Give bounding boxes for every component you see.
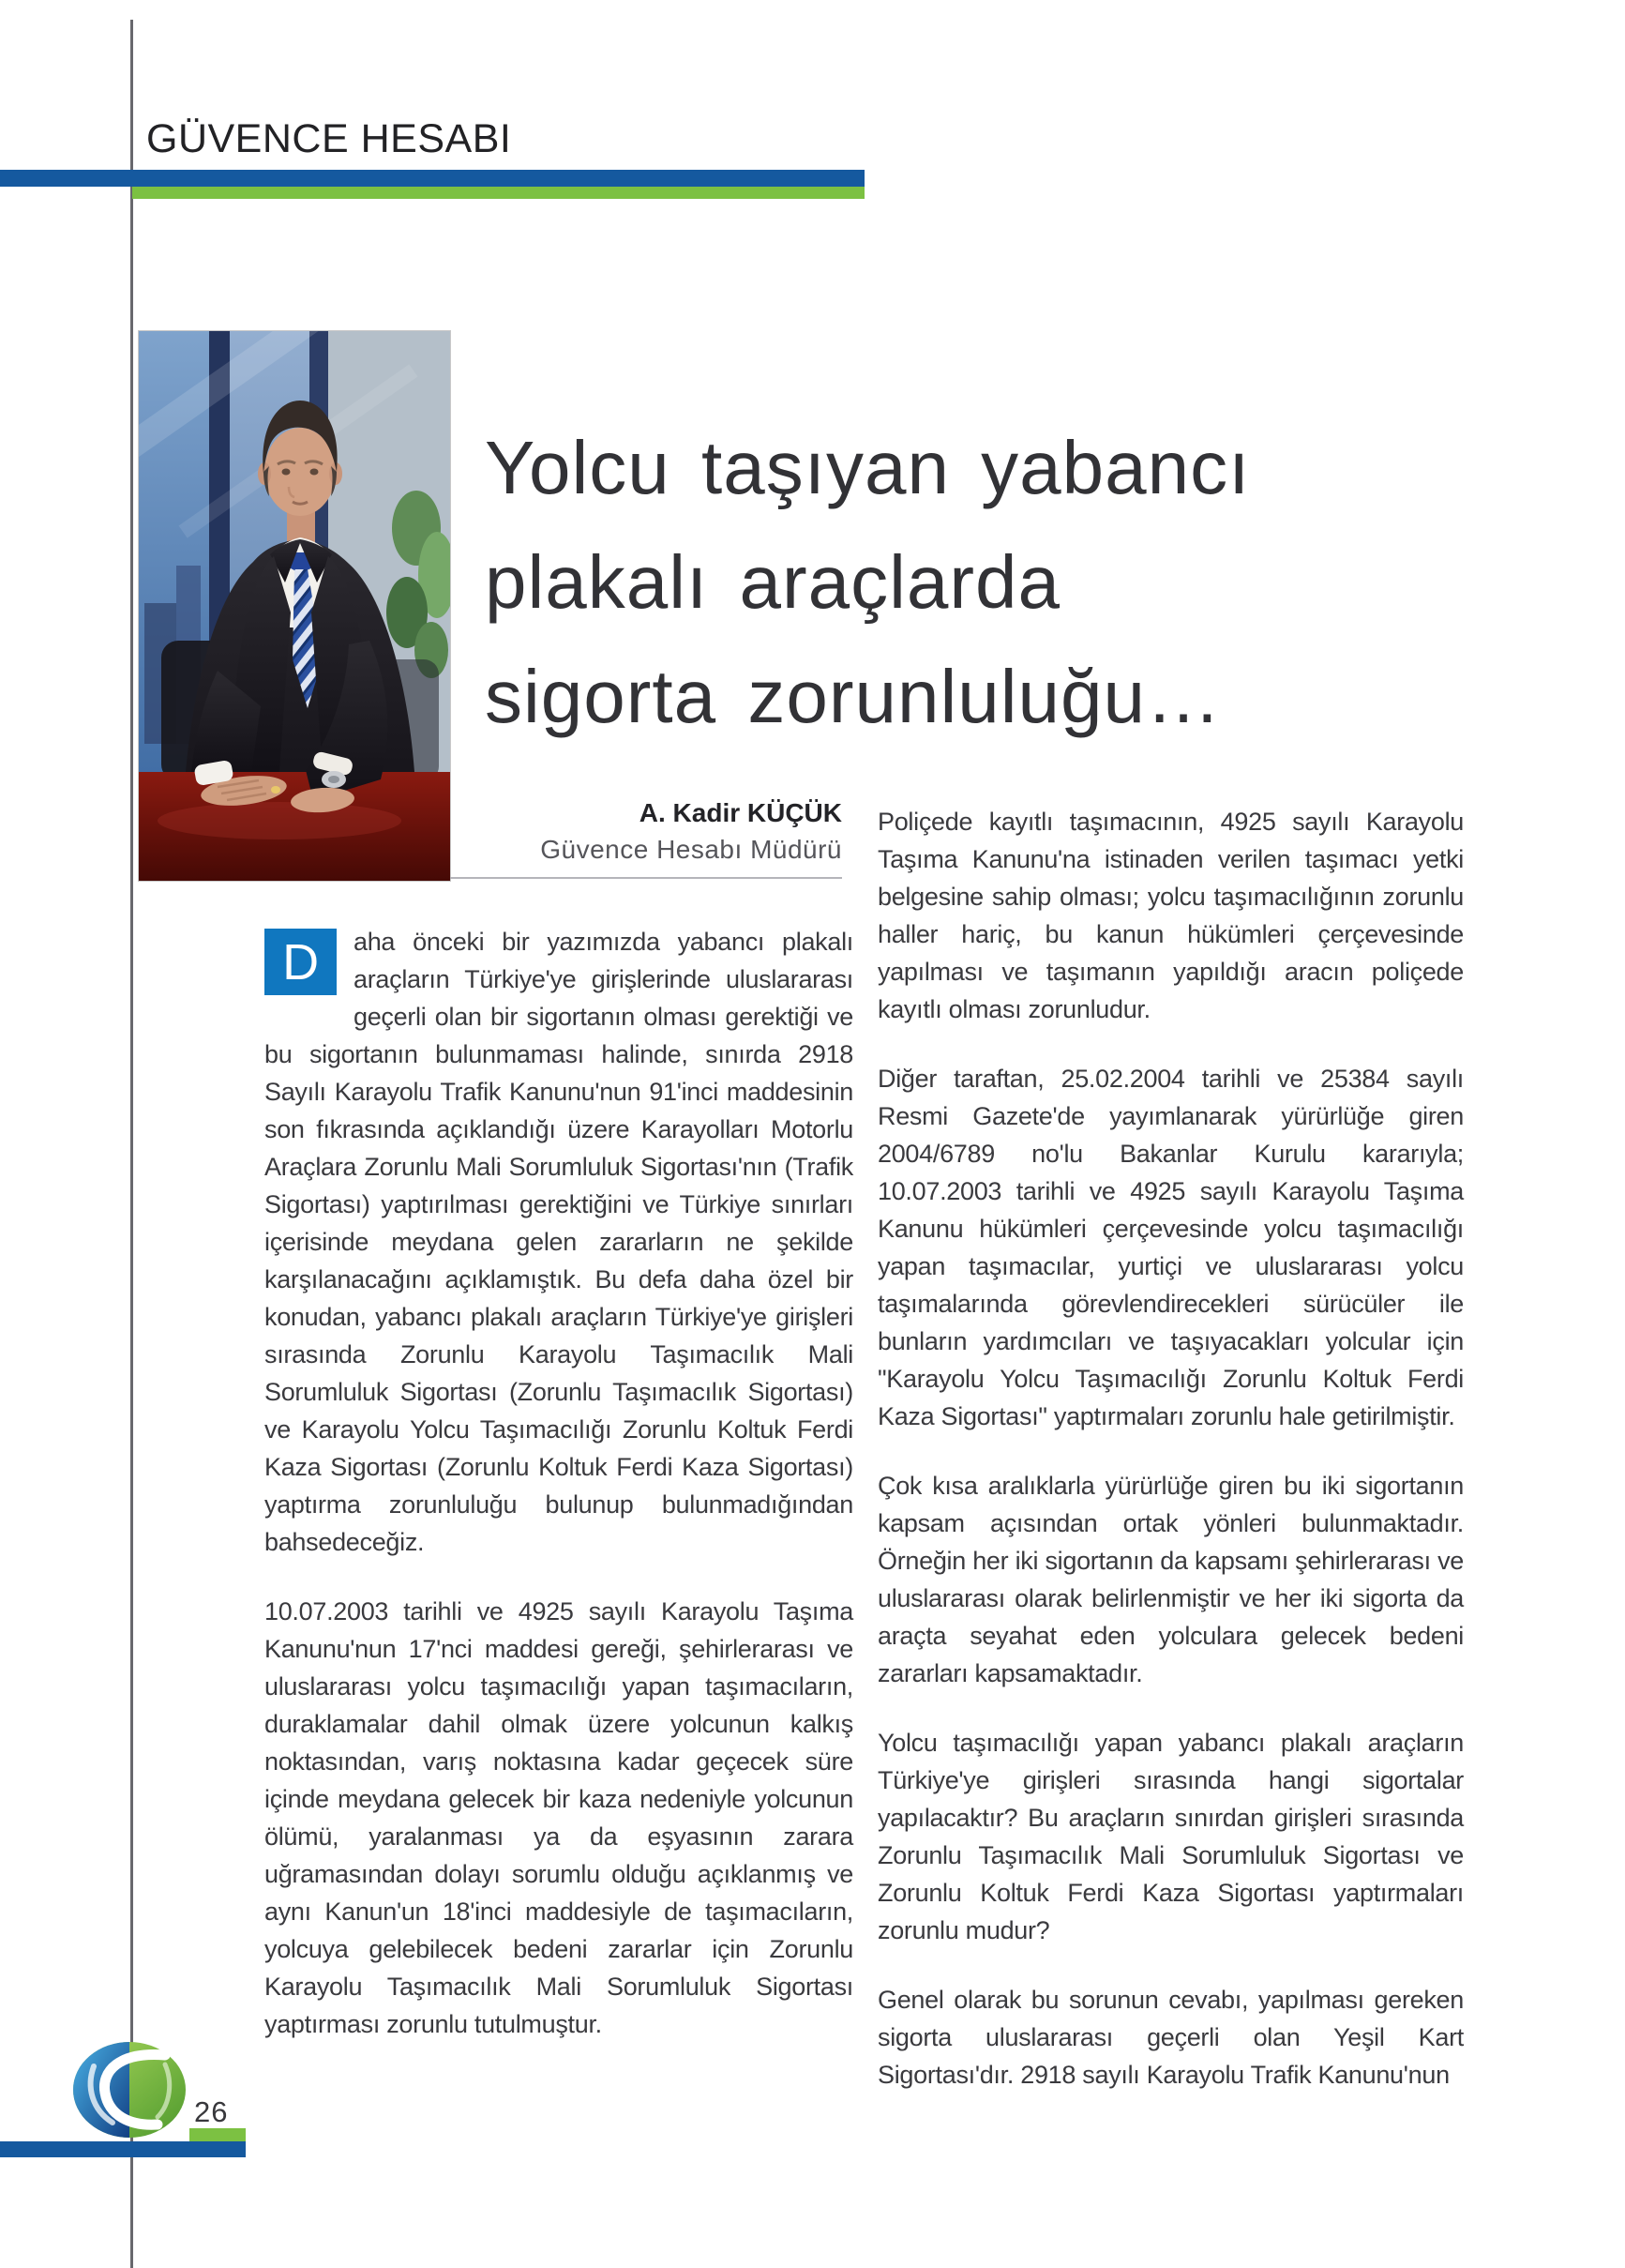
paragraph: Genel olarak bu sorunun cevabı, yapılması gereken sigorta uluslararası geçerli olan Yeşil Kart Sigortası'dır. 2918 sayılı Karayolu Trafik Kanunu'nun — [878, 1986, 1464, 2089]
footer-green-bar — [189, 2128, 246, 2141]
paragraph — [264, 923, 853, 1561]
article-title-line: sigorta zorunluluğu… — [485, 655, 1222, 738]
author-name: A. Kadir KÜÇÜK — [639, 798, 842, 827]
header-green-bar — [132, 187, 865, 199]
paragraph-text: aha önceki bir yazımızda yabancı plakalı araçların Türkiye'ye girişlerinde uluslararası geçerli olan bir sigortanın olması gerektiği ve bu sigortanın bulunmaması halinde, sınırda 2918 Sayılı Karayolu Trafik Kanunu'nun 91'inci maddesinin son fıkrasında açıklandığı üzere Karayolları Motorlu Araçlara Zorunlu Mali Sorumluluk Sigortası'nın (Trafik Sigortası) yaptırılması gerektiğini ve Türkiye sınırları içerisinde meydana gelen zararların ne şekilde karşılanacağını açıklamıştık. Bu defa daha özel bir konudan, yabancı plakalı araçların Türkiye'ye girişleri sırasında Zorunlu Karayolu Taşımacılık Mali Sorumluluk Sigortası (Zorunlu Taşımacılık Sigortası) ve Karayolu Yolcu Taşımacılığı Zorunlu Koltuk Ferdi Kaza Sigortası (Zorunlu Koltuk Ferdi Kaza Sigortası) yaptırma zorunluluğu bulunup bulunmadığından bahsedeceğiz. — [264, 928, 853, 1556]
page-number: 26 — [194, 2095, 229, 2128]
section-title: GÜVENCE HESABI — [146, 116, 512, 161]
author-photo — [138, 330, 451, 882]
paragraph: Poliçede kayıtlı taşımacının, 4925 sayılı Karayolu Taşıma Kanunu'na istinaden verilen taşımacı yetki belgesine sahip olması; yolcu taşımacılığının zorunlu haller hariç, bu kanun hükümleri çerçevesinde yapılması ve taşımanın yapıldığı aracın poliçede kayıtlı olması zorunludur. — [878, 808, 1464, 1023]
paragraph: Yolcu taşımacılığı yapan yabancı plakalı araçların Türkiye'ye girişleri sırasında hangi sigortalar yapılacaktır? Bu araçların sınırdan girişleri sırasında Zorunlu Taşımacılık Mali Sorumluluk Sigortası ve Zorunlu Koltuk Ferdi Kaza Sigortası yaptırmaları zorunlu mudur? — [878, 1729, 1464, 1944]
header-blue-bar — [0, 170, 865, 187]
article-right-column — [878, 803, 1464, 2125]
article-left-column — [264, 923, 853, 2075]
article-title-line: plakalı araçlarda — [485, 540, 1061, 624]
author-divider-rule — [450, 877, 842, 879]
drop-cap: D — [264, 929, 337, 995]
author-block — [450, 795, 842, 869]
guvence-hesabi-logo-icon — [71, 2040, 188, 2139]
guvence-hesabi-logo — [71, 2040, 188, 2139]
paragraph: Çok kısa aralıklarla yürürlüğe giren bu iki sigortanın kapsam açısından ortak yönleri bulunmaktadır. Örneğin her iki sigortanın da kapsamı şehirlerarası ve uluslararası olarak belirlenmiştir ve her iki sigorta da araçta seyahat eden yolculara gelecek bedeni zararları kapsamaktadır. — [878, 1472, 1464, 1687]
paragraph: Diğer taraftan, 25.02.2004 tarihli ve 25384 sayılı Resmi Gazete'de yayımlanarak yürürlüğe giren 2004/6789 no'lu Bakanlar Kurulu kararıyla; 10.07.2003 tarihli ve 4925 sayılı Karayolu Taşıma Kanunu hükümleri çerçevesinde yolcu taşımacılığı yapan taşımacılar, yurtiçi ve uluslararası yolcu taşımalarında görevlendirecekleri sürücüler ile bunların yardımcıları ve taşıyacakları yolcular için "Karayolu Yolcu Taşımacılığı Zorunlu Koltuk Ferdi Kaza Sigortası" yaptırmaları zorunlu hale getirilmiştir. — [878, 1065, 1464, 1430]
paragraph: 10.07.2003 tarihli ve 4925 sayılı Karayolu Taşıma Kanunu'nun 17'nci maddesi gereği, şehirlerarası ve uluslararası yolcu taşımacılığı yapan taşımacıların, duraklamalar dahil olmak üzere yolcunun kalkış noktasından, varış noktasına kadar geçecek süre içinde meydana gelecek bir kaza nedeniyle yolcunun ölümü, yaralanması ya da eşyasının zarara uğramasından dolayı sorumlu olduğu açıklanmış ve aynı Kanun'un 18'inci maddesiyle de taşımacıların, yolcuya gelebilecek bedeni zararlar için Zorunlu Karayolu Taşımacılık Mali Sorumluluk Sigortası yaptırması zorunlu tutulmuştur. — [264, 1597, 853, 2038]
author-photo-illustration — [139, 331, 450, 881]
left-rule-line — [130, 20, 133, 2268]
article-title — [485, 411, 1385, 754]
author-role: Güvence Hesabı Müdürü — [540, 835, 842, 864]
article-title-line: Yolcu taşıyan yabancı — [485, 426, 1251, 509]
footer-blue-bar — [0, 2141, 246, 2157]
